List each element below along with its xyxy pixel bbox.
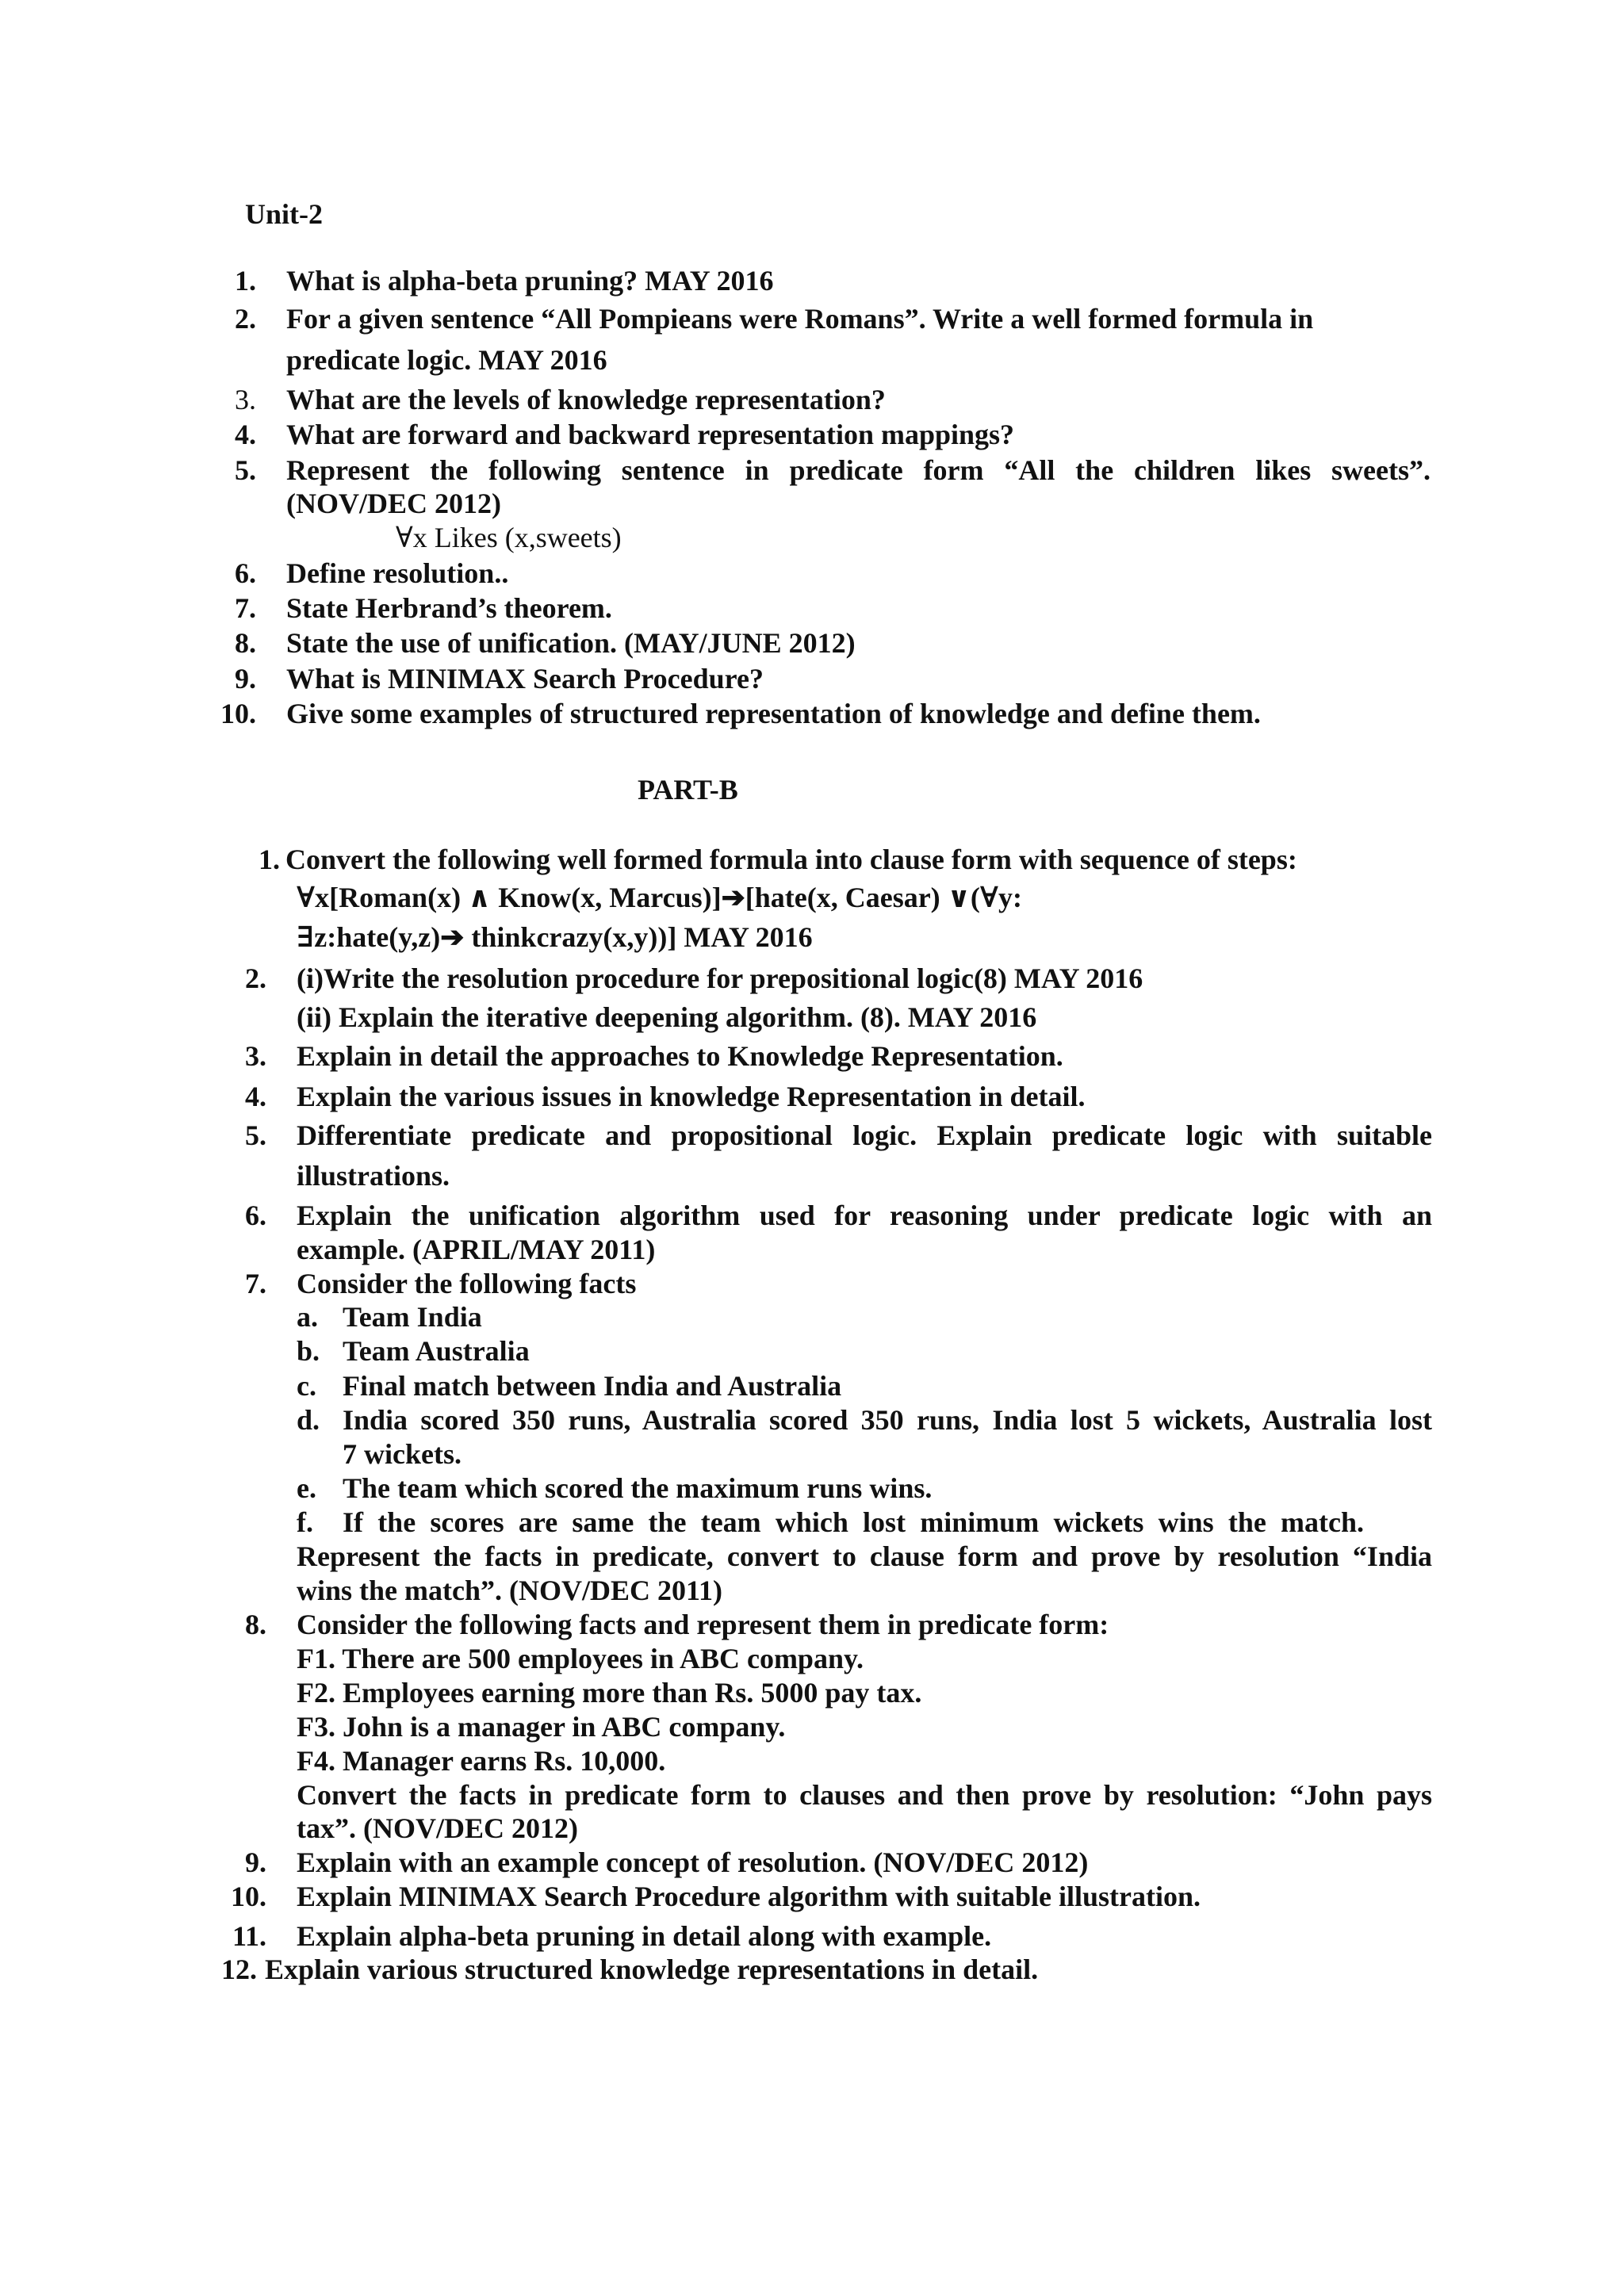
part-a-q5-answer: ∀x Likes (x,sweets) — [396, 522, 622, 553]
part-b-q7-sub-d-label: d. — [297, 1404, 320, 1436]
part-b-q7-sub-d-text-cont: 7 wickets. — [343, 1438, 462, 1470]
part-a-q9-number: 9. — [235, 663, 256, 695]
part-a-q2-text-cont: predicate logic. MAY 2016 — [286, 344, 607, 376]
part-a-q1-number: 1. — [235, 265, 256, 297]
part-b-q7-sub-d-text: India scored 350 runs, Australia scored 350 runs, India lost 5 wickets, Australia lost — [343, 1404, 1432, 1436]
part-b-q8-convert-cont: tax”. (NOV/DEC 2012) — [297, 1812, 578, 1844]
part-a-q3-text: What are the levels of knowledge representation? — [286, 384, 886, 415]
part-b-q7-text: Consider the following facts — [297, 1268, 637, 1299]
part-b-q7-sub-e-text: The team which scored the maximum runs wins. — [343, 1472, 933, 1504]
part-b-q1-number: 1. — [259, 844, 280, 875]
part-a-q7-text: State Herbrand’s theorem. — [286, 592, 612, 624]
part-a-q1-text: What is alpha-beta pruning? MAY 2016 — [286, 265, 774, 297]
part-b-q7-sub-c-text: Final match between India and Australia — [343, 1370, 842, 1402]
unit-title: Unit-2 — [245, 198, 323, 230]
part-b-q12-text: Explain various structured knowledge representations in detail. — [265, 1954, 1039, 1985]
part-a-q4-number: 4. — [235, 419, 256, 450]
part-b-q2-number: 2. — [245, 962, 266, 994]
part-b-q8-text: Consider the following facts and represent them in predicate form: — [297, 1609, 1109, 1640]
part-b-q7-sub-f-text: If the scores are same the team which lost minimum wickets wins the match. — [343, 1506, 1364, 1538]
part-b-q8-convert: Convert the facts in predicate form to clauses and then prove by resolution: “John pays — [297, 1779, 1432, 1811]
part-b-q3-text: Explain in detail the approaches to Knowledge Representation. — [297, 1040, 1063, 1072]
part-a-q4-text: What are forward and backward representation mappings? — [286, 419, 1015, 450]
part-b-q9-number: 9. — [245, 1846, 266, 1878]
part-b-q8-fact-f3: F3. John is a manager in ABC company. — [297, 1711, 786, 1743]
part-b-q11-text: Explain alpha-beta pruning in detail along with example. — [297, 1920, 992, 1952]
part-a-q9-text: What is MINIMAX Search Procedure? — [286, 663, 764, 695]
part-a-q5-text: Represent the following sentence in predicate form “All the children likes sweets”. — [286, 454, 1431, 486]
part-a-q8-text: State the use of unification. (MAY/JUNE 2012) — [286, 627, 856, 659]
part-b-q6-text: Explain the unification algorithm used for reasoning under predicate logic with an — [297, 1200, 1432, 1231]
part-a-q10-text: Give some examples of structured representation of knowledge and define them. — [286, 698, 1261, 729]
part-b-q9-text: Explain with an example concept of resolution. (NOV/DEC 2012) — [297, 1846, 1089, 1878]
part-a-q2-text: For a given sentence “All Pompieans were Romans”. Write a well formed formula in — [286, 303, 1314, 335]
part-b-q5-text: Differentiate predicate and propositional logic. Explain predicate logic with suitable — [297, 1119, 1432, 1151]
part-a-q5-number: 5. — [235, 454, 256, 486]
part-b-q7-number: 7. — [245, 1268, 266, 1299]
part-b-q8-fact-f1: F1. There are 500 employees in ABC company. — [297, 1643, 864, 1674]
part-b-q5-number: 5. — [245, 1119, 266, 1151]
part-a-q2-number: 2. — [235, 303, 256, 335]
part-b-q1-formula-2: ∃z:hate(y,z)➔ thinkcrazy(x,y))] MAY 2016 — [297, 921, 813, 953]
part-b-q7-tail-cont: wins the match”. (NOV/DEC 2011) — [297, 1575, 722, 1606]
part-b-q7-tail: Represent the facts in predicate, convert to clause form and prove by resolution “India — [297, 1540, 1432, 1572]
part-b-q11-number: 11. — [232, 1920, 266, 1952]
part-b-q2-part-ii: (ii) Explain the iterative deepening algorithm. (8). MAY 2016 — [297, 1001, 1037, 1033]
part-b-q4-number: 4. — [245, 1081, 266, 1112]
part-a-q7-number: 7. — [235, 592, 256, 624]
part-b-q7-sub-e-label: e. — [297, 1472, 316, 1504]
part-a-q6-text: Define resolution.. — [286, 557, 509, 589]
part-b-q4-text: Explain the various issues in knowledge Representation in detail. — [297, 1081, 1086, 1112]
part-b-q12-number: 12. — [221, 1954, 257, 1985]
part-a-q5-text-cont: (NOV/DEC 2012) — [286, 488, 501, 519]
part-b-q7-sub-c-label: c. — [297, 1370, 316, 1402]
part-b-q3-number: 3. — [245, 1040, 266, 1072]
part-b-q10-text: Explain MINIMAX Search Procedure algorithm with suitable illustration. — [297, 1881, 1201, 1912]
part-b-q7-sub-f-label: f. — [297, 1506, 313, 1538]
part-b-q7-sub-a-text: Team India — [343, 1301, 482, 1333]
part-b-q6-number: 6. — [245, 1200, 266, 1231]
part-b-q1-text: Convert the following well formed formula into clause form with sequence of steps: — [285, 844, 1297, 875]
part-b-q8-number: 8. — [245, 1609, 266, 1640]
part-a-q8-number: 8. — [235, 627, 256, 659]
part-a-q3-number: 3. — [235, 384, 256, 415]
part-b-q8-fact-f2: F2. Employees earning more than Rs. 5000 pay tax. — [297, 1677, 922, 1709]
part-a-q6-number: 6. — [235, 557, 256, 589]
part-b-q5-text-cont: illustrations. — [297, 1160, 450, 1192]
part-b-q7-sub-b-label: b. — [297, 1335, 320, 1367]
part-b-q10-number: 10. — [231, 1881, 266, 1912]
part-b-q2-part-i: (i)Write the resolution procedure for prepositional logic(8) MAY 2016 — [297, 962, 1143, 994]
part-b-q8-fact-f4: F4. Manager earns Rs. 10,000. — [297, 1745, 666, 1777]
part-b-q7-sub-a-label: a. — [297, 1301, 318, 1333]
part-b-q6-text-cont: example. (APRIL/MAY 2011) — [297, 1234, 656, 1265]
part-b-title: PART-B — [638, 774, 738, 806]
part-a-q10-number: 10. — [220, 698, 256, 729]
part-b-q1-formula-1: ∀x[Roman(x) ∧ Know(x, Marcus)]➔[hate(x, Caesar) ∨(∀y: — [297, 882, 1022, 913]
part-b-q7-sub-b-text: Team Australia — [343, 1335, 530, 1367]
